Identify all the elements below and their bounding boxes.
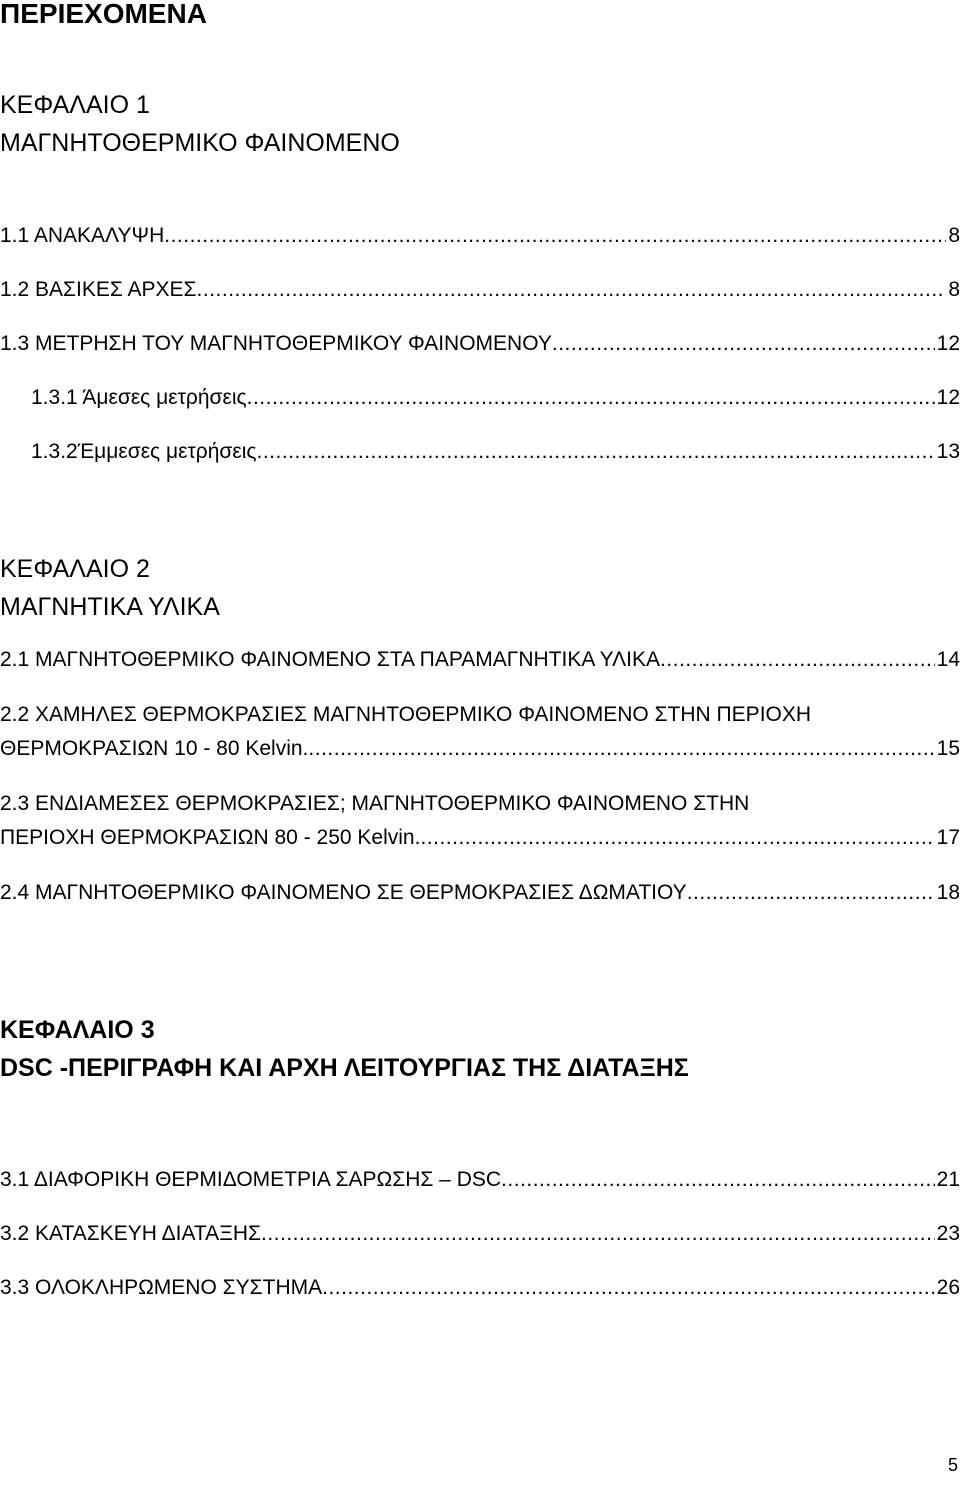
toc-entry[interactable] [0,1220,960,1248]
toc-entry[interactable] [0,879,960,907]
toc-entry-label: 3.1 ΔΙΑΦΟΡΙΚΗ ΘΕΡΜΙΔΟΜΕΤΡΙΑ ΣΑΡΩΣΗΣ – DSC [0,1168,502,1191]
toc-leader [420,824,934,852]
toc-entry-label: 1.1 ΑΝΑΚΑΛΥΨΗ [0,224,165,247]
toc-leader [164,222,946,250]
toc-entry-page: 18 [936,881,960,904]
toc-entry-page: 13 [936,440,960,463]
chapter-subtitle: ΜΑΓΝΗΤΙΚΑ ΥΛΙΚΑ [0,593,220,621]
toc-entry-label: ΘΕΡΜΟΚΡΑΣΙΩΝ 10 - 80 Kelvin. [0,737,309,760]
toc-leader [308,735,934,763]
toc-entry-label: 1.2 ΒΑΣΙΚΕΣ ΑΡΧΕΣ [0,278,197,301]
toc-entry[interactable] [0,438,960,466]
toc-leader [261,1220,935,1248]
toc-leader [552,330,935,358]
toc-leader [247,384,935,412]
toc-leader [660,646,935,674]
toc-entry-page: 21 [936,1168,960,1191]
toc-entry-page: 12 [936,332,960,355]
toc-entry[interactable] [0,330,960,358]
chapter-2-toc [0,646,960,907]
toc-entry-page: 15 [936,737,960,760]
toc-entry-label-line1: 2.3 ΕΝΔΙΑΜΕΣΕΣ ΘΕΡΜΟΚΡΑΣΙΕΣ; ΜΑΓΝΗΤΟΘΕΡΜΙΚΟ ΦΑΙΝΟΜΕΝΟ ΣΤΗΝ [0,792,750,815]
toc-entry[interactable] [0,1166,960,1194]
toc-entry-label: ΠΕΡΙΟΧΗ ΘΕΡΜΟΚΡΑΣΙΩΝ 80 - 250 Kelvin. [0,826,421,849]
chapter-subtitle: DSC -ΠΕΡΙΓΡΑΦΗ ΚΑΙ ΑΡΧΗ ΛΕΙΤΟΥΡΓΙΑΣ ΤΗΣ ΔΙΑΤΑΞΗΣ [0,1054,689,1082]
chapter-heading: ΚΕΦΑΛΑΙΟ 1 [0,91,150,119]
toc-entry[interactable] [0,701,960,763]
toc-entry-label: 1.3.2Έμμεσες μετρήσεις [31,440,257,463]
chapter-subtitle: ΜΑΓΝΗΤΟΘΕΡΜΙΚΟ ΦΑΙΝΟΜΕΝΟ [0,129,400,157]
toc-leader [687,879,935,907]
chapter-3-toc [0,1166,960,1302]
toc-entry-page: 17 [936,826,960,849]
toc-entry-page: 8 [948,278,960,301]
toc-entry-label-line1: 2.2 ΧΑΜΗΛΕΣ ΘΕΡΜΟΚΡΑΣΙΕΣ ΜΑΓΝΗΤΟΘΕΡΜΙΚΟ ΦΑΙΝΟΜΕΝΟ ΣΤΗΝ ΠΕΡΙΟΧΗ [0,703,812,726]
toc-leader [257,438,935,466]
chapter-heading: ΚΕΦΑΛΑΙΟ 3 [0,1016,155,1044]
toc-entry-page: 8 [948,224,960,247]
toc-entry-label: 2.1 ΜΑΓΝΗΤΟΘΕΡΜΙΚΟ ΦΑΙΝΟΜΕΝΟ ΣΤΑ ΠΑΡΑΜΑΓΝΗΤΙΚΑ ΥΛΙΚΑ [0,648,660,671]
page-title: ΠΕΡΙΕΧΟΜΕΝΑ [0,0,207,29]
toc-entry-label: 2.4 ΜΑΓΝΗΤΟΘΕΡΜΙΚΟ ΦΑΙΝΟΜΕΝΟ ΣΕ ΘΕΡΜΟΚΡΑΣΙΕΣ ΔΩΜΑΤΙΟΥ [0,881,687,904]
toc-leader [197,276,947,304]
toc-entry-label: 1.3 ΜΕΤΡΗΣΗ ΤΟΥ ΜΑΓΝΗΤΟΘΕΡΜΙΚΟΥ ΦΑΙΝΟΜΕΝΟΥ [0,332,552,355]
page-number: 5 [947,1455,958,1475]
toc-entry-label: 3.3 ΟΛΟΚΛΗΡΩΜΕΝΟ ΣΥΣΤΗΜΑ [0,1276,323,1299]
toc-entry[interactable] [0,1274,960,1302]
toc-entry-page: 26 [936,1276,960,1299]
chapter-heading: ΚΕΦΑΛΑΙΟ 2 [0,555,150,583]
toc-entry-page: 14 [936,648,960,671]
toc-entry[interactable] [0,790,960,852]
chapter-1-toc [0,222,960,466]
chapter-1-header [0,86,400,162]
toc-leader [501,1166,935,1194]
toc-entry-page: 12 [936,386,960,409]
toc-entry[interactable] [0,222,960,250]
toc-entry[interactable] [0,646,960,674]
chapter-3-header [0,1011,689,1087]
toc-entry-label: 3.2 ΚΑΤΑΣΚΕΥΗ ΔΙΑΤΑΞΗΣ [0,1222,261,1245]
toc-entry[interactable] [0,384,960,412]
toc-leader [322,1274,935,1302]
chapter-2-header [0,550,220,626]
toc-entry[interactable] [0,276,960,304]
toc-entry-label: 1.3.1 Άμεσες μετρήσεις [31,386,247,409]
toc-entry-page: 23 [936,1222,960,1245]
